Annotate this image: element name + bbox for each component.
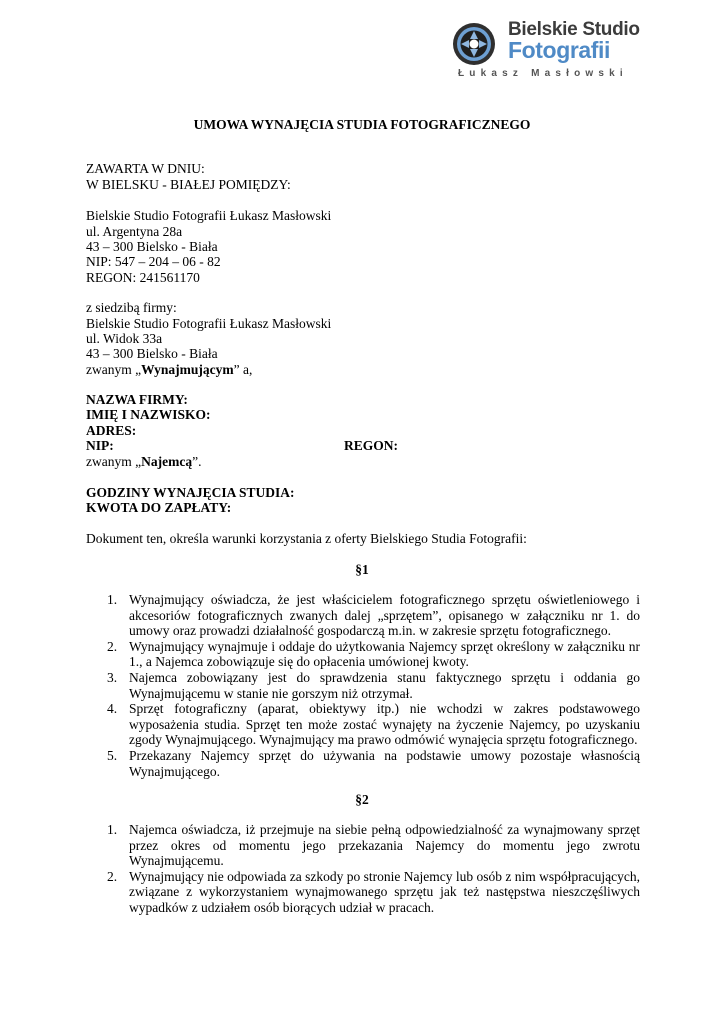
item-number: 1. — [107, 592, 118, 607]
list-item — [86, 592, 640, 639]
tenant-designation — [86, 454, 201, 470]
section1-list — [86, 592, 640, 779]
list-item — [86, 748, 640, 779]
logo-line2: Fotografii — [508, 37, 611, 63]
landlord-term: Wynajmującym — [141, 362, 234, 377]
list-item — [86, 670, 640, 701]
item-text: Przekazany Najemcy sprzęt do używania na podstawie umowy pozostaje własnością Wynajmującego. — [129, 747, 640, 779]
list-item — [86, 701, 640, 748]
item-text: Sprzęt fotograficzny (aparat, obiektywy itp.) nie wchodzi w zakres podstawowego wyposażenia studia. Sprzęt ten może zostać wynajęty na życzenie Najemcy, po uzyskaniu zgody Wynajmującego. Wynajmujący ma prawo odmówić wynajęcia sprzętu fotograficznego. — [129, 701, 640, 748]
company-nip: NIP: 547 – 204 – 06 - 82 — [86, 254, 221, 269]
designation-prefix: zwanym „ — [86, 454, 142, 469]
item-number: 3. — [107, 669, 118, 685]
company-street: ul. Argentyna 28a — [86, 224, 183, 239]
item-text: Wynajmujący nie odpowiada za szkody po stronie Najemcy lub osób z nim współpracujących, związane z wykorzystaniem wynajmowanego sprzętu jak też następstwa nieszczęśliwych wypadków z udziałem osób biorących udział w pracach. — [129, 868, 640, 915]
item-number: 2. — [107, 638, 118, 654]
company-regon: REGON: 241561170 — [86, 270, 200, 285]
item-number: 2. — [107, 868, 118, 884]
logo-line1: Bielskie Studio — [508, 19, 640, 40]
item-text: Najemca oświadcza, iż przejmuje na siebie pełną odpowiedzialność za wynajmowany sprzęt przez okres od momentu jego przekazania Najemcy do momentu jego zwrotu Wynajmującemu. — [129, 822, 640, 869]
rental-amount-label: KWOTA DO ZAPŁATY: — [86, 500, 232, 515]
header-date: ZAWARTA W DNIU: — [86, 161, 205, 176]
section1-heading: §1 — [355, 562, 369, 577]
tenant-company-label: NAZWA FIRMY: — [86, 392, 188, 407]
item-number: 5. — [107, 747, 118, 763]
seat-city: 43 – 300 Bielsko - Biała — [86, 346, 218, 361]
section2-list — [86, 822, 640, 916]
seat-label: z siedzibą firmy: — [86, 300, 177, 315]
designation-prefix: zwanym „ — [86, 362, 142, 377]
document-title: UMOWA WYNAJĘCIA STUDIA FOTOGRAFICZNEGO — [193, 117, 531, 132]
item-text: Wynajmujący wynajmuje i oddaje do użytkowania Najemcy sprzęt określony w załączniku nr 1., a Najemca zobowiązuje się do opłacenia umówionej kwoty. — [129, 638, 640, 670]
seat-street: ul. Widok 33a — [86, 331, 163, 346]
studio-logo — [446, 18, 640, 84]
tenant-address-label: ADRES: — [86, 423, 137, 438]
designation-suffix: ”. — [192, 454, 202, 469]
tenant-name-label: IMIĘ I NAZWISKO: — [86, 407, 211, 422]
seat-name: Bielskie Studio Fotografii Łukasz Masłowski — [86, 316, 332, 331]
logo-line3: Łukasz Masłowski — [458, 68, 628, 79]
company-city: 43 – 300 Bielsko - Biała — [86, 239, 218, 254]
landlord-designation — [86, 362, 252, 378]
header-place: W BIELSKU - BIAŁEJ POMIĘDZY: — [86, 177, 291, 192]
company-name: Bielskie Studio Fotografii Łukasz Masłowski — [86, 208, 332, 223]
item-text: Najemca zobowiązany jest do sprawdzenia stanu faktycznego sprzętu i oddania go Wynajmującemu w stanie nie gorszym niż otrzymał. — [129, 669, 640, 701]
rental-hours-label: GODZINY WYNAJĘCIA STUDIA: — [86, 485, 295, 500]
tenant-regon-label: REGON: — [344, 438, 398, 453]
item-text: Wynajmujący oświadcza, że jest właścicielem fotograficznego sprzętu oświetleniowego i akcesoriów fotograficznych zwanych dalej „sprzętem”, opisanego w załączniku nr 1. do umowy oraz prowadzi działalność gospodarczą m.in. w zakresie sprzętu fotograficznego. — [129, 592, 640, 639]
item-number: 4. — [107, 701, 118, 717]
tenant-term: Najemcą — [141, 454, 193, 469]
camera-aperture-icon — [452, 22, 496, 66]
intro-text: Dokument ten, określa warunki korzystania z oferty Bielskiego Studia Fotografii: — [86, 531, 527, 546]
designation-suffix: ” a, — [233, 362, 253, 377]
list-item — [86, 639, 640, 670]
item-number: 1. — [107, 822, 118, 837]
section2-heading: §2 — [355, 792, 369, 807]
tenant-nip-label: NIP: — [86, 438, 114, 453]
list-item — [86, 822, 640, 869]
list-item — [86, 869, 640, 916]
